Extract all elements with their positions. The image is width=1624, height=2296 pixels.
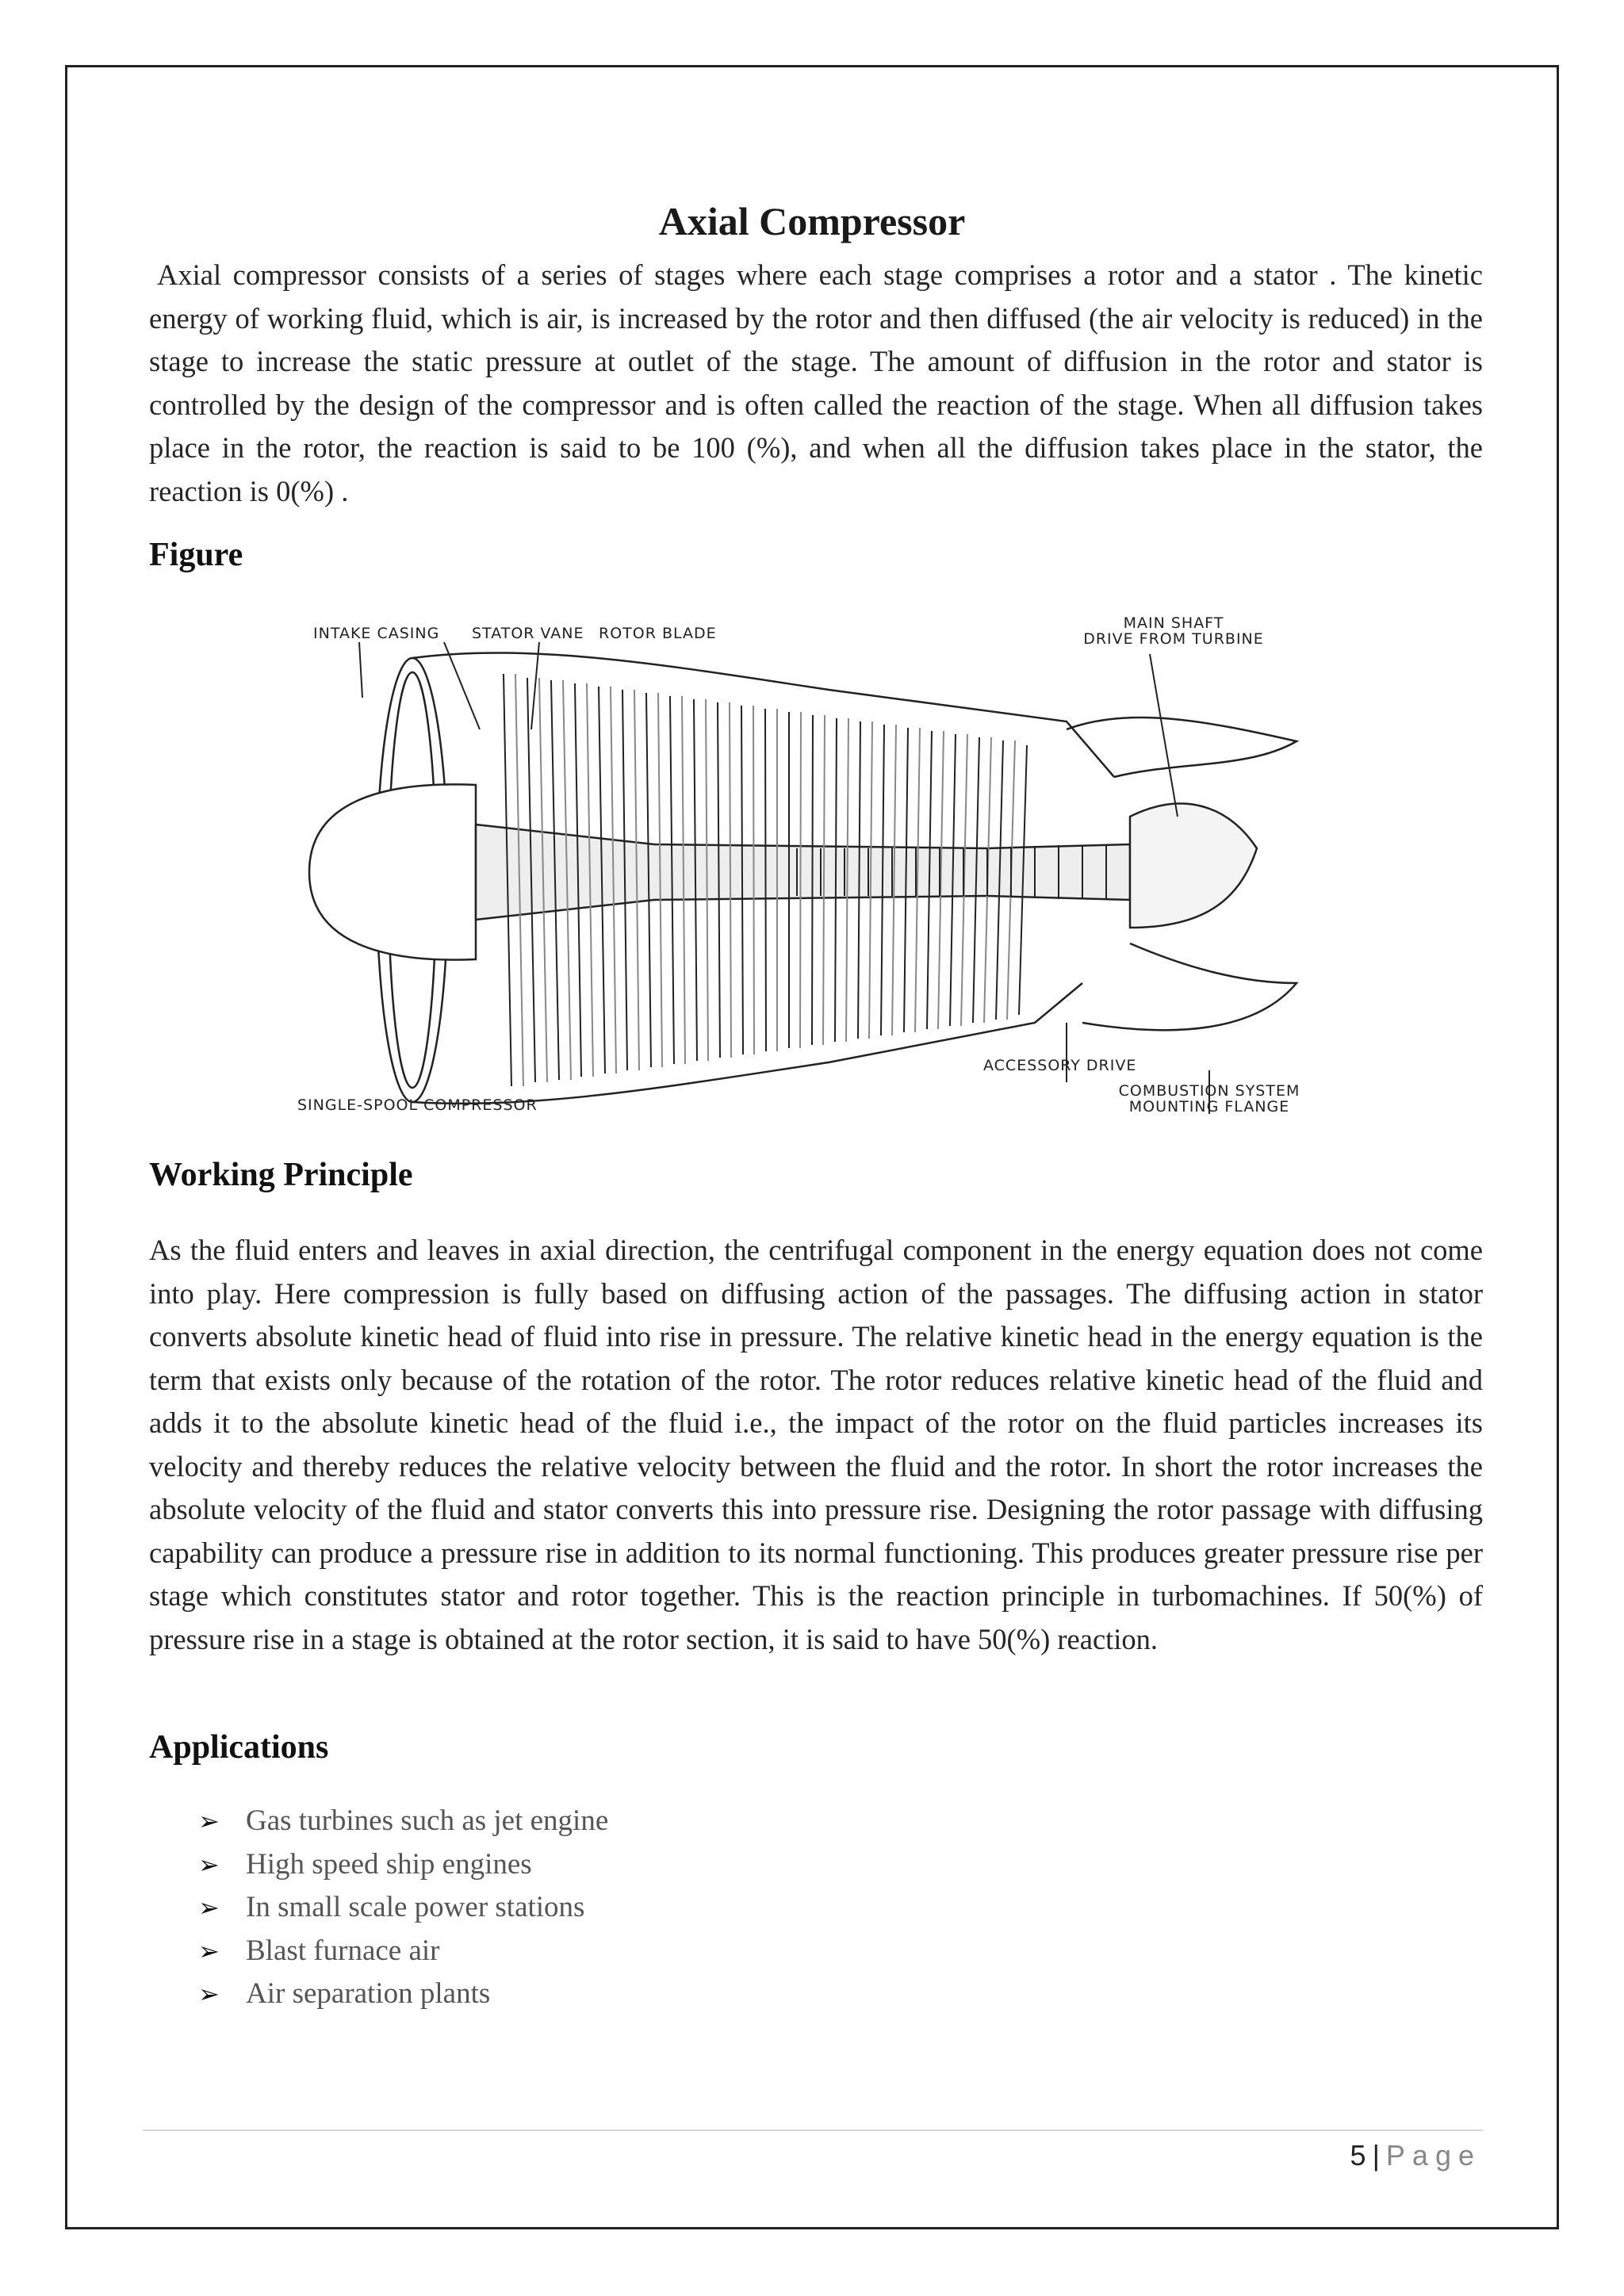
applications-list (198, 1800, 608, 2016)
applications-heading: Applications (149, 1729, 329, 1766)
list-item: ➢ In small scale power stations (198, 1886, 608, 1930)
label-combustion-system: COMBUSTION SYSTEM (1118, 1082, 1300, 1100)
label-rotor-blade: ROTOR BLADE (599, 625, 717, 642)
figure-heading: Figure (149, 537, 243, 573)
label-accessory-drive: ACCESSORY DRIVE (983, 1057, 1137, 1074)
list-item: ➢ Air separation plants (198, 1973, 608, 2016)
footer-divider (143, 2130, 1483, 2131)
nose-cone (309, 784, 476, 959)
arrow-bullet-icon: ➢ (198, 1936, 220, 1965)
page-footer (1350, 2139, 1481, 2172)
footer-separator: | (1372, 2139, 1380, 2172)
working-principle-heading: Working Principle (149, 1157, 413, 1193)
label-stator-vane: STATOR VANE (472, 625, 584, 642)
rotor-drum (476, 825, 1130, 920)
arrow-bullet-icon: ➢ (198, 1850, 220, 1879)
label-mounting-flange: MOUNTING FLANGE (1128, 1098, 1290, 1115)
compressor-figure (274, 610, 1352, 1118)
working-principle-paragraph: As the fluid enters and leaves in axial direction, the centrifugal component in the energy equation does not come into play. Here compression is fully based on diffusing action of the passages. The diffusing action in stator converts absolute kinetic head of fluid into rise in pressure. The relative kinetic head in the energy equation is the term that exists only because of the rotation of the rotor. The rotor reduces relative kinetic head of the fluid and adds it to the absolute kinetic head of the fluid i.e., the impact of the rotor on the fluid particles increases its velocity and thereby reduces the relative velocity between the fluid and the rotor. In short the rotor increases the absolute velocity of the fluid and stator converts this into pressure rise. Designing the rotor passage with diffusing capability can produce a pressure rise in addition to its normal functioning. This produces greater pressure rise per stage which constitutes stator and rotor together. This is the reaction principle in turbomachines. If 50(%) of pressure rise in a stage is obtained at the rotor section, it is said to have 50(%) reaction. (149, 1234, 1483, 1655)
label-drive-from-turbine: DRIVE FROM TURBINE (1083, 630, 1264, 648)
intro-paragraph: Axial compressor consists of a series of stages where each stage comprises a rotor and a stator . The kinetic energy of working fluid, which is air, is increased by the rotor and then diffused (the air velocity is reduced) in the stage to increase the static pressure at outlet of the stage. The amount of diffusion in the rotor and stator is controlled by the design of the compressor and is often called the reaction of the stage. When all diffusion takes place in the rotor, the reaction is said to be 100 (%), and when all the diffusion takes place in the stator, the reaction is 0(%) . (149, 258, 1483, 507)
label-intake-casing: INTAKE CASING (313, 625, 440, 642)
page-number: 5 (1350, 2139, 1366, 2172)
list-item: ➢ Blast furnace air (198, 1930, 608, 1973)
list-item: ➢ High speed ship engines (198, 1843, 608, 1887)
page-title: Axial Compressor (658, 199, 966, 243)
label-main-shaft: MAIN SHAFT (1123, 614, 1224, 632)
label-single-spool: SINGLE-SPOOL COMPRESSOR (297, 1096, 538, 1114)
list-item: ➢ Gas turbines such as jet engine (198, 1800, 608, 1843)
arrow-bullet-icon: ➢ (198, 1893, 220, 1922)
arrow-bullet-icon: ➢ (198, 1980, 220, 2008)
page-word: Page (1385, 2139, 1481, 2172)
arrow-bullet-icon: ➢ (198, 1807, 220, 1835)
